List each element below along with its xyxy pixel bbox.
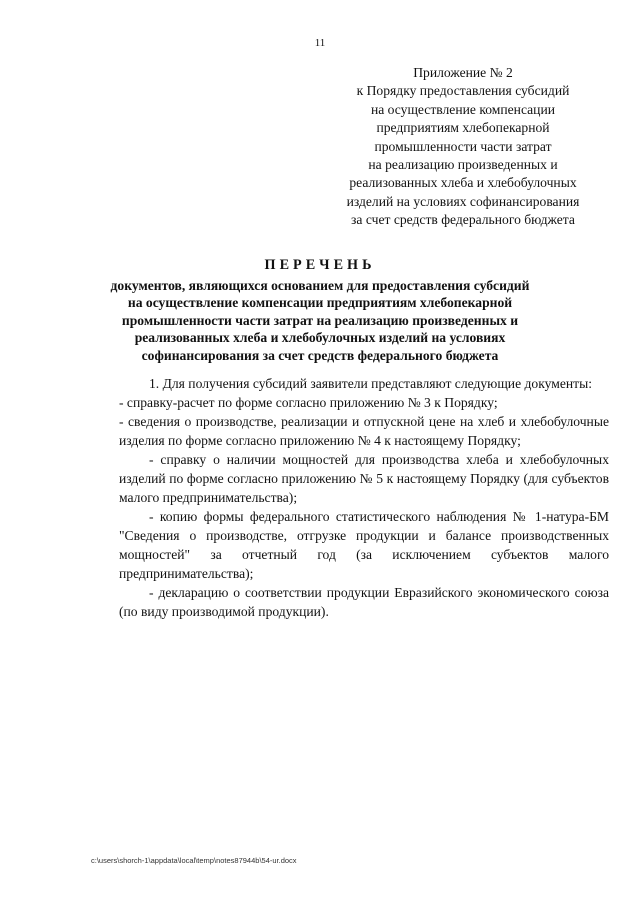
title-line: промышленности части затрат на реализацию произведенных и xyxy=(121,312,519,328)
title-line: реализованных хлеба и хлебобулочных изделий на условиях xyxy=(134,330,506,346)
body-paragraph: - сведения о производстве, реализации и отпускной цене на хлеб и хлебобулочные изделия по форме согласно приложению № 4 к настоящему Порядку; xyxy=(119,414,609,448)
appendix-line: на реализацию произведенных и xyxy=(368,157,558,173)
body-paragraph: - справку о наличии мощностей для производства хлеба и хлебобулочных изделий по форме согласно приложению № 5 к настоящему Порядку (для субъектов малого предпринимательства); xyxy=(119,452,609,505)
appendix-line: реализованных хлеба и хлебобулочных xyxy=(349,175,577,191)
appendix-line: предприятиям хлебопекарной xyxy=(376,120,550,136)
title-line: документов, являющихся основанием для предоставления субсидий xyxy=(110,277,530,293)
document-title xyxy=(60,257,580,365)
body-text xyxy=(119,374,609,621)
title-heading: ПЕРЕЧЕНЬ xyxy=(264,257,376,273)
footer-file-path: c:\users\shorch-1\appdata\local\temp\notes87944b\54-ur.docx xyxy=(91,856,297,865)
appendix-header xyxy=(318,64,608,230)
title-line: на осуществление компенсации предприятиям хлебопекарной xyxy=(127,295,513,311)
title-line: софинансирования за счет средств федерального бюджета xyxy=(141,347,499,363)
appendix-line: промышленности части затрат xyxy=(374,138,552,154)
appendix-line: Приложение № 2 xyxy=(413,65,513,80)
body-paragraph: - копию формы федерального статистического наблюдения № 1-натура-БМ "Сведения о производстве, отгрузке продукции и балансе производственных мощностей" за отчетный год (за исключением субъектов малого предпринимательства); xyxy=(119,509,609,581)
appendix-line: изделий на условиях софинансирования xyxy=(346,193,580,209)
page-number: 11 xyxy=(314,37,326,49)
body-paragraph: - справку-расчет по форме согласно приложению № 3 к Порядку; xyxy=(119,395,498,410)
appendix-line: за счет средств федерального бюджета xyxy=(351,212,575,228)
body-paragraph: - декларацию о соответствии продукции Евразийского экономического союза (по виду производимой продукции). xyxy=(119,585,609,619)
body-paragraph: 1. Для получения субсидий заявители представляют следующие документы: xyxy=(149,376,593,391)
appendix-line: к Порядку предоставления субсидий xyxy=(356,83,570,99)
appendix-line: на осуществление компенсации xyxy=(370,101,556,117)
